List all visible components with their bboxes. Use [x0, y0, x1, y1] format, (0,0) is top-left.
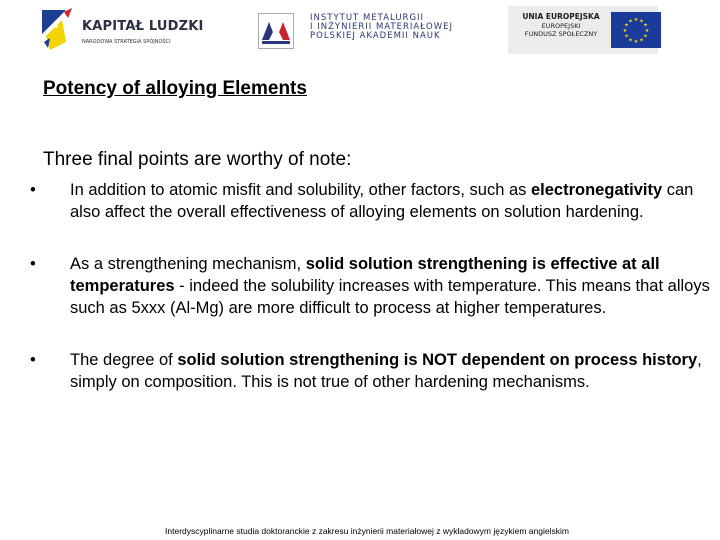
- institute-logo: [258, 11, 453, 53]
- institute-emblem-icon: [258, 13, 294, 49]
- eu-line2: EUROPEJSKI: [541, 21, 581, 30]
- eu-star-icon: ★: [624, 22, 629, 29]
- bullet-list: [28, 179, 720, 393]
- eu-star-icon: ★: [639, 37, 644, 44]
- bullet-dot: •: [30, 181, 36, 199]
- bullet-dot: •: [30, 351, 36, 369]
- bullet-dot: •: [30, 255, 36, 273]
- eu-star-icon: ★: [644, 28, 650, 34]
- bullet-item-process-history: • The degree of solid solution strengthening is NOT dependent on process history, simply on composition. This is not true of other hardening mechanisms.: [30, 351, 702, 391]
- eu-star-icon: ★: [622, 28, 628, 34]
- eu-star-icon: ★: [628, 37, 633, 44]
- eu-logo: [508, 6, 658, 54]
- kapital-ludzki-emblem-icon: [40, 6, 80, 54]
- eu-star-icon: ★: [643, 33, 648, 40]
- bullet-item-electronegativity: • In addition to atomic misfit and solubility, other factors, such as electronegativity can also affect the overall effectiveness of alloying elements on solution hardening.: [30, 181, 694, 221]
- institute-name: INSTYTUT METALURGII I INŻYNIERII MATERIAŁOWEJ POLSKIEJ AKADEMII NAUK: [310, 13, 453, 41]
- eu-flag-icon: [611, 12, 661, 48]
- eu-star-icon: ★: [633, 17, 639, 23]
- eu-line1: UNIA EUROPEJSKA: [522, 12, 600, 21]
- eu-star-icon: ★: [633, 39, 639, 45]
- eu-star-icon: ★: [643, 22, 648, 29]
- slide-title: Potency of alloying Elements: [43, 78, 307, 99]
- kapital-ludzki-name: KAPITAŁ LUDZKI: [82, 19, 204, 34]
- kapital-ludzki-tagline: NARODOWA STRATEGIA SPÓJNOŚCI: [82, 39, 171, 45]
- eu-star-icon: ★: [624, 33, 629, 40]
- intro-text: Three final points are worthy of note:: [43, 149, 352, 170]
- bullet-item-temperatures: • As a strengthening mechanism, solid solution strengthening is effective at all temperatures - indeed the solubility increases with temperature. This means that alloys such as 5xxx (Al-Mg) are more difficult to process at higher temperatures.: [30, 255, 710, 317]
- eu-line3: FUNDUSZ SPOŁECZNY: [524, 30, 598, 38]
- eu-star-icon: ★: [628, 18, 633, 25]
- kapital-ludzki-logo: [40, 6, 205, 54]
- footer-text: Interdyscyplinarne studia doktoranckie z zakresu inżynierii materiałowej z wykładowym językiem angielskim: [165, 526, 569, 536]
- eu-star-icon: ★: [639, 18, 644, 25]
